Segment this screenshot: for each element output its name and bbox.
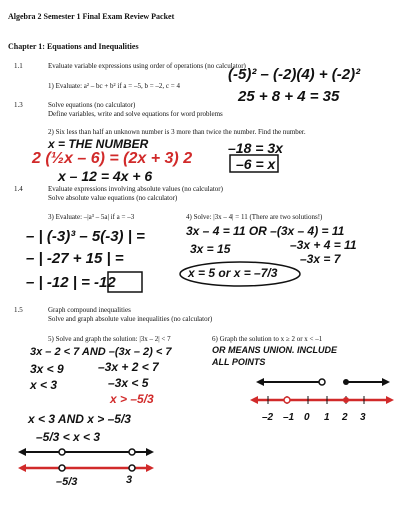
- problem-5: 5) Solve and graph the solution: |3x – 2| < 7: [48, 335, 171, 343]
- chapter-title: Chapter 1: Equations and Inequalities: [8, 42, 139, 51]
- answer-box-3: [108, 272, 142, 292]
- work-1-line-1: (-5)² – (-2)(4) + (-2)²: [228, 66, 361, 83]
- number-line-6-tick-label: 2: [342, 412, 348, 423]
- work-2-line-3: x – 12 = 4x + 6: [58, 168, 153, 184]
- work-2-line-4: –18 = 3x: [228, 140, 283, 156]
- page-title: Algebra 2 Semester 1 Final Exam Review Packet: [8, 12, 175, 21]
- section-number: 1.1: [14, 62, 23, 70]
- number-line-6-top: [256, 378, 390, 386]
- work-2-line-1: x = THE NUMBER: [48, 137, 149, 151]
- number-line-5-label-left: –5/3: [56, 476, 78, 488]
- number-line-6-tick-label: 0: [304, 412, 310, 423]
- section-title: Graph compound inequalities: [48, 306, 131, 314]
- work-4-line-2: 3x = 15: [190, 242, 231, 256]
- section-subtitle: Solve and graph absolute value inequalities (no calculator): [48, 315, 213, 323]
- work-5-line-6: x > –5/3: [110, 392, 154, 406]
- number-line-6-tick-label: 3: [360, 412, 366, 423]
- number-line-6-tick-label: 1: [324, 412, 330, 423]
- section-subtitle: Define variables, write and solve equations for word problems: [48, 110, 223, 118]
- section-title: Solve equations (no calculator): [48, 101, 136, 109]
- work-4-line-1: 3x – 4 = 11 OR –(3x – 4) = 11: [186, 224, 345, 238]
- work-1-line-2: 25 + 8 + 4 = 35: [238, 88, 340, 105]
- work-6-line-2: ALL POINTS: [212, 357, 266, 367]
- work-5-line-1: 3x – 2 < 7 AND –(3x – 2) < 7: [30, 346, 172, 358]
- problem-1: 1) Evaluate: a² – bc + b² if a = –5, b = –2, c = 4: [48, 82, 180, 90]
- number-line-6-tick-label: –1: [283, 412, 295, 423]
- number-line-6-tick-label: –2: [262, 412, 274, 423]
- problem-3: 3) Evaluate: –|a³ – 5a| if a = –3: [48, 213, 135, 221]
- work-2-line-5: –6 = x: [236, 156, 276, 172]
- work-4-line-4: –3x = 7: [300, 252, 341, 266]
- work-5-line-5: –3x < 5: [108, 376, 149, 390]
- section-number: 1.4: [14, 185, 23, 193]
- work-5-line-8: –5/3 < x < 3: [36, 430, 101, 444]
- work-3-line-3: – | -12 | = -12: [26, 274, 116, 291]
- work-4-line-5: x = 5 or x = –7/3: [188, 266, 278, 280]
- section-number: 1.3: [14, 101, 23, 109]
- section-title: Evaluate expressions involving absolute values (no calculator): [48, 185, 223, 193]
- section-number: 1.5: [14, 306, 23, 314]
- work-2-line-2: 2 (½x – 6) = (2x + 3) 2: [32, 150, 193, 167]
- work-3-line-1: – | (-3)³ – 5(-3) | =: [26, 228, 145, 245]
- problem-2: 2) Six less than half an unknown number is 3 more than twice the number. Find the number.: [48, 128, 306, 136]
- answer-box-2: [230, 155, 278, 172]
- section-subtitle: Solve absolute value equations (no calculator): [48, 194, 178, 202]
- problem-4: 4) Solve: |3x – 4| = 11 (There are two solutions!): [186, 213, 323, 221]
- work-4-line-3: –3x + 4 = 11: [290, 238, 357, 252]
- answer-oval-4: [180, 262, 300, 286]
- number-line-5-top: [18, 448, 154, 456]
- number-line-5-label-right: 3: [126, 474, 133, 486]
- work-5-line-3: –3x + 2 < 7: [98, 360, 159, 374]
- work-3-line-2: – | -27 + 15 | =: [26, 250, 124, 267]
- number-line-5-solution: [18, 464, 154, 472]
- section-title: Evaluate variable expressions using order of operations (no calculator): [48, 62, 246, 70]
- problem-6: 6) Graph the solution to x ≥ 2 or x < –1: [212, 335, 323, 343]
- work-5-line-4: x < 3: [30, 378, 58, 392]
- work-6-line-1: OR MEANS UNION. INCLUDE: [212, 345, 338, 355]
- work-5-line-2: 3x < 9: [30, 362, 64, 376]
- number-line-6-union: [250, 396, 394, 404]
- work-5-line-7: x < 3 AND x > –5/3: [28, 412, 131, 426]
